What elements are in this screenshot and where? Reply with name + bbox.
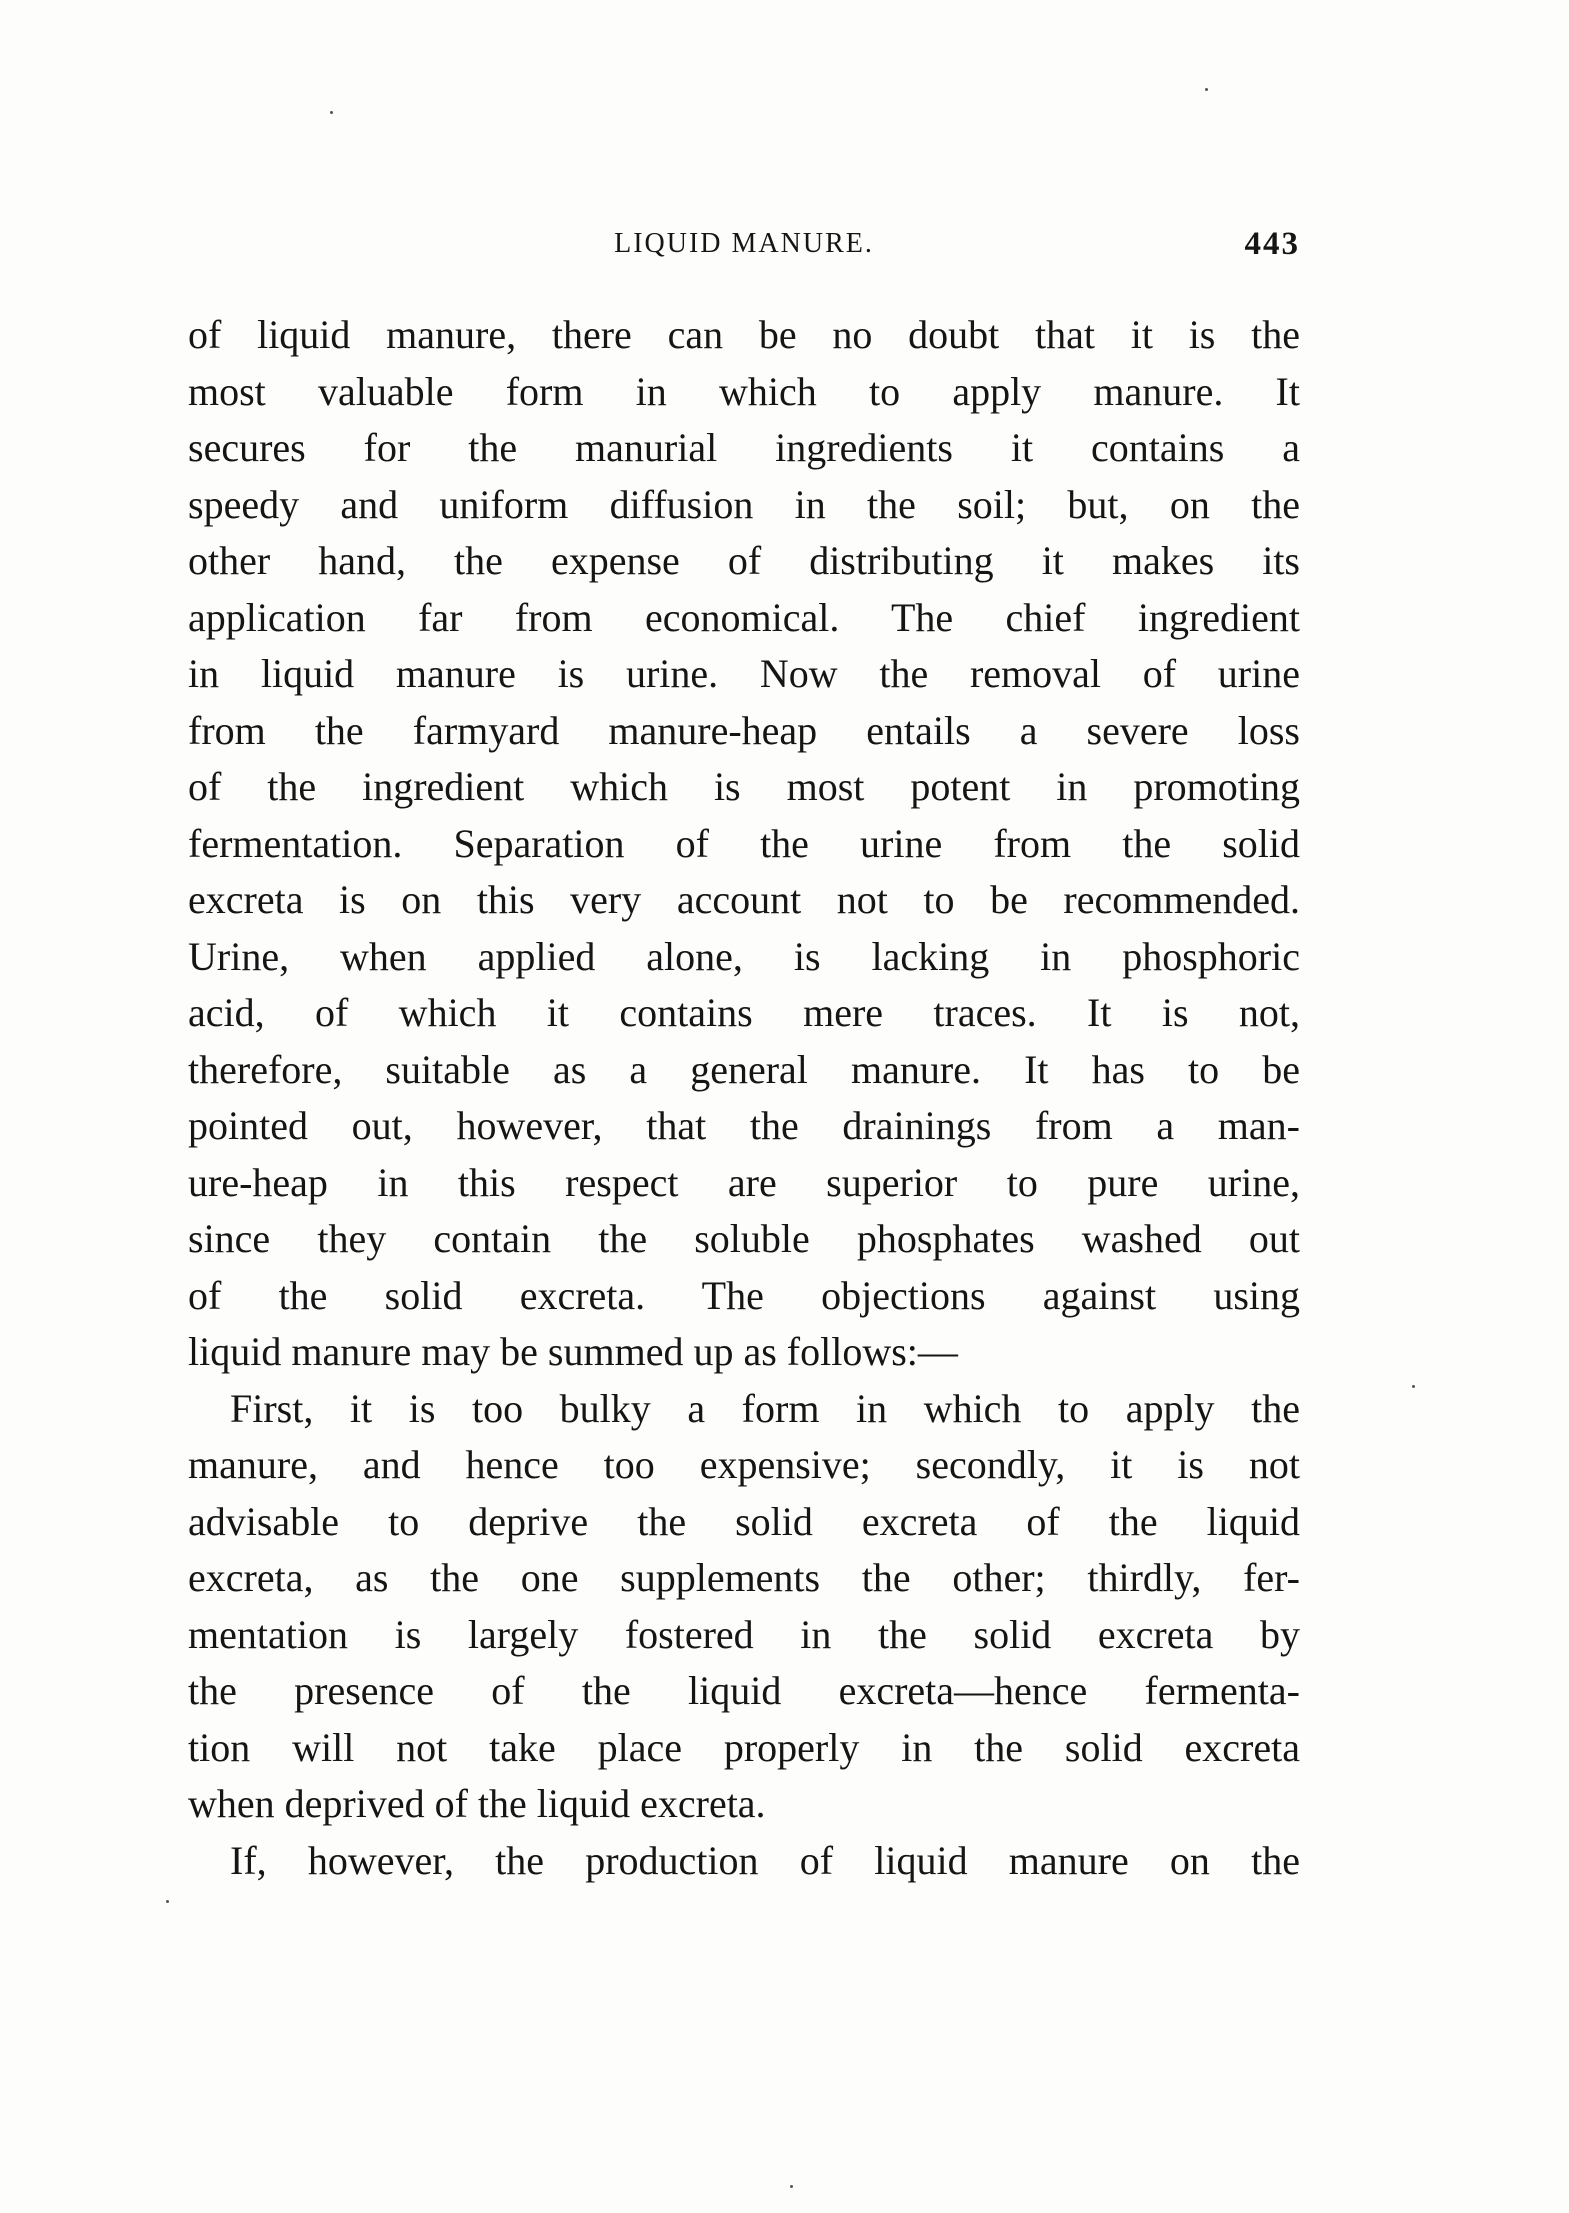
- text-line: the presence of the liquid excreta—hence fermenta-: [188, 1668, 1300, 1713]
- text-line: of the solid excreta. The objections against using: [188, 1272, 1300, 1318]
- running-head: [188, 228, 1300, 268]
- text-line: excreta is on this very account not to be recommended.: [188, 877, 1300, 922]
- text-line: since they contain the soluble phosphates washed out: [188, 1216, 1300, 1261]
- text-line: acid, of which it contains mere traces. It is not,: [188, 990, 1300, 1035]
- text-line: speedy and uniform diffusion in the soil; but, on the: [188, 481, 1300, 527]
- running-title: LIQUID MANURE.: [614, 228, 874, 259]
- text-line: when deprived of the liquid excreta.: [188, 1781, 766, 1826]
- text-line: Urine, when applied alone, is lacking in phosphoric: [188, 933, 1300, 979]
- text-line: secures for the manurial ingredients it contains a: [188, 425, 1300, 470]
- paragraph-first-line: If, however, the production of liquid manure on the: [230, 1837, 1300, 1883]
- body-text: [188, 307, 1300, 1889]
- text-line: excreta, as the one supplements the other; thirdly, fer-: [188, 1555, 1300, 1600]
- text-line: of the ingredient which is most potent in promoting: [188, 764, 1300, 809]
- text-line: liquid manure may be summed up as follows:—: [188, 1329, 958, 1374]
- text-line: manure, and hence too expensive; secondly, it is not: [188, 1442, 1300, 1487]
- text-line: other hand, the expense of distributing it makes its: [188, 538, 1300, 583]
- text-line: from the farmyard manure-heap entails a severe loss: [188, 707, 1300, 753]
- text-line: fermentation. Separation of the urine from the solid: [188, 820, 1300, 866]
- text-line: in liquid manure is urine. Now the removal of urine: [188, 651, 1300, 696]
- paper-speck: [330, 111, 333, 114]
- text-line: tion will not take place properly in the solid excreta: [188, 1724, 1300, 1770]
- text-line: pointed out, however, that the drainings from a man-: [188, 1103, 1300, 1148]
- text-line: application far from economical. The chief ingredient: [188, 594, 1300, 640]
- page-number: 443: [1244, 226, 1300, 262]
- text-line: mentation is largely fostered in the solid excreta by: [188, 1611, 1300, 1657]
- text-line: of liquid manure, there can be no doubt that it is the: [188, 312, 1300, 357]
- paper-speck: [1205, 88, 1208, 91]
- paper-speck: [1412, 1385, 1415, 1388]
- paper-speck: [166, 1900, 169, 1903]
- paragraph-first-line: First, it is too bulky a form in which to apply the: [230, 1385, 1300, 1431]
- paper-speck: [790, 2185, 793, 2188]
- text-line: advisable to deprive the solid excreta of the liquid: [188, 1498, 1300, 1544]
- text-line: therefore, suitable as a general manure. It has to be: [188, 1046, 1300, 1092]
- text-line: most valuable form in which to apply manure. It: [188, 368, 1300, 414]
- text-line: ure-heap in this respect are superior to pure urine,: [188, 1159, 1300, 1205]
